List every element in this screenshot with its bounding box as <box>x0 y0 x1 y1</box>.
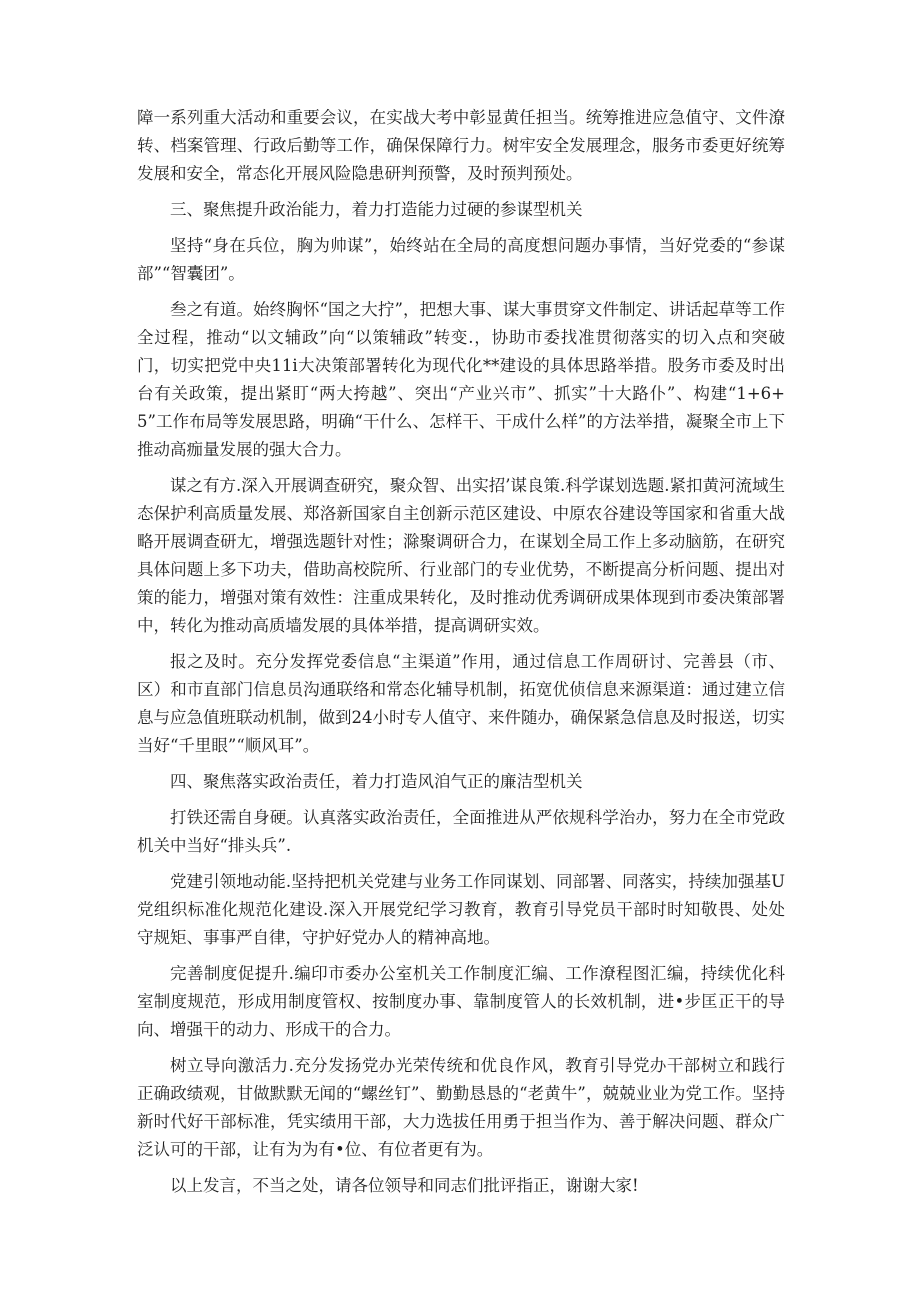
paragraph-closing: 以上发言，不当之处，请各位领导和同志们批评指正，谢谢大家! <box>170 1176 639 1195</box>
section-heading-3: 三、聚焦提升政治能力，着力打造能力过硬的参谋型机关 <box>170 200 583 219</box>
document-page <box>137 104 785 1208</box>
paragraph-information: 报之及时。充分发挥党委信息“主渠道”作用，通过信息工作周研讨、完善县（市、区）和市直部门信息员沟通联络和常态化辅导机制，拓宽优侦信息来源渠道：通过建立信息与应急值班联动机制，做到24小时专人值守、来件随办，确保紧急信息及时报送，切实当好“千里眼”“顺风耳”。 <box>137 652 785 755</box>
paragraph-guidance: 树立导向激活力.充分发扬党办光荣传统和优良作风，教育引导党办干部树立和践行正确政绩观，甘做默默无闻的“螺丝钉”、勤勤恳恳的“老黄牛”，兢兢业业为党工作。坚持新时代好干部标准，凭实绩用干部，大力选拔任用勇于担当作为、善于解决问题、群众广泛认可的干部，让有为为有•位、有位者更有为。 <box>137 1056 785 1159</box>
paragraph-party-building: 党建引领地动能.坚持把机关党建与业务工作同谋划、同部署、同落实，持续加强基U党组织标准化规范化建设.深入开展党纪学习教育，教育引导党员干部时时知敬畏、处处守规矩、事事严自律，守护好党办人的精神高地。 <box>137 872 785 947</box>
section-heading-4: 四、聚焦落实政治责任，着力打造风洎气正的廉洁型机关 <box>170 772 583 791</box>
paragraph-continuation: 障一系列重大活动和重要会议，在实战大考中彰显黄任担当。统筹推进应急值守、文件潦转、档案管理、行政后勤等工作，确保保障行力。树牢安全发展理念，服务市委更好统筹发展和安全，常态化开展风险隐患研判预警，及时预判预处。 <box>137 108 785 183</box>
paragraph-research: 谋之有方.深入开展调查研究，聚众智、出实招’谋良策.科学谋划选题.紧扣黄河流域生态保护利高质量发展、郑洛新国家自主创新示范区建设、中原农谷建设等国家和省重大战略开展调查研尢，增强选题针对性；滁聚调研合力，在谋划全局工作上多动脑筋，在研究具体问题上多下功夫，借助高校院所、行业部门的专业优势，不断提高分析问题、提出对策的能力，增强对策有效性：注重成果转化，及时推动优秀调研成果体现到市委决策部署中，转化为推动高质墙发展的具体举措，提高调研实效。 <box>137 476 785 635</box>
paragraph-staff-role: 坚持“身在兵位，胸为帅谋”，始终站在全局的高度想问题办事情，当好党委的“参谋部”“智囊团”。 <box>137 236 785 283</box>
paragraph-policy: 叁之有道。始终胸怀“国之大拧”，把想大事、谋大事贯穿文件制定、讲话起草等工作全过程，推动“以文辅政”向“以策辅政”转变.，协助市委找准贯彻落实的切入点和突破门，切实把党中央11i大决策部署转化为现代化**建设的具体思路举措。股务市委及时出台有关政策，提出紧盯“两大挎越”、突出“产业兴市”、抓实”十大路仆”、构建“1+6+5”工作布局等发展思路，明确“干什么、怎样干、干成什么样”的方法举措，凝聚全市上下推动高痂量发展的强大合力。 <box>137 300 785 459</box>
paragraph-responsibility: 打铁还需自身硬。认真落实政治责任，全面推进从严依规科学治办，努力在全市党政机关中当好“排头兵”. <box>137 808 785 855</box>
paragraph-system: 完善制度促提升.编印市委办公室机关工作制度汇编、工作潦程图汇编，持续优化科室制度规范，形成用制度管权、按制度办事、靠制度管人的长效机制，进•步匡正干的导向、增强干的动力、形成干的合力。 <box>137 964 785 1039</box>
